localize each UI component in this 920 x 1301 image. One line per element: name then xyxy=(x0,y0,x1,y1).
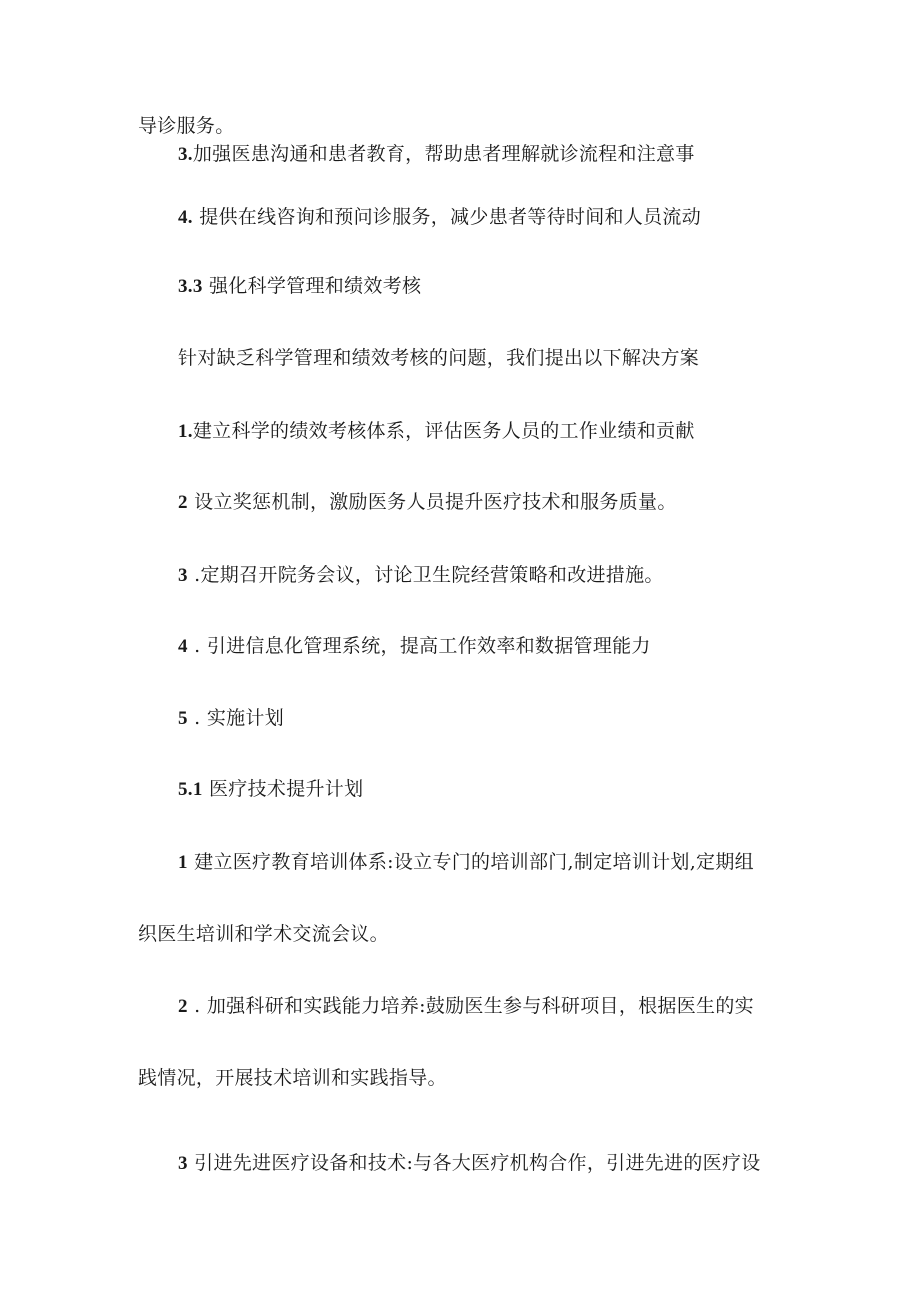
subsection-heading: 5.1 医疗技术提升计划 xyxy=(178,778,364,800)
list-item: 1 建立医疗教育培训体系:设立专门的培训部门,制定培训计划,定期组 xyxy=(178,851,754,873)
list-item: 3 .定期召开院务会议，讨论卫生院经营策略和改进措施。 xyxy=(178,564,664,586)
list-item: 4 . 引进信息化管理系统，提高工作效率和数据管理能力 xyxy=(178,635,651,657)
list-item: 2 设立奖惩机制，激励医务人员提升医疗技术和服务质量。 xyxy=(178,491,677,513)
list-item-continuation: 织医生培训和学术交流会议。 xyxy=(138,923,389,945)
list-item: 2 . 加强科研和实践能力培养:鼓励医生参与科研项目，根据医生的实 xyxy=(178,995,754,1017)
list-item: 4. 提供在线咨询和预问诊服务，减少患者等待时间和人员流动 xyxy=(178,206,702,228)
list-item: 1.建立科学的绩效考核体系，评估医务人员的工作业绩和贡献 xyxy=(178,420,695,442)
paragraph: 针对缺乏科学管理和绩效考核的问题，我们提出以下解决方案 xyxy=(178,347,700,369)
list-item-continuation: 践情况，开展技术培训和实践指导。 xyxy=(138,1067,447,1089)
section-heading: 5 . 实施计划 xyxy=(178,707,285,729)
section-heading: 3.3 强化科学管理和绩效考核 xyxy=(178,275,422,297)
text-line: 导诊服务。 xyxy=(138,115,235,137)
list-item: 3 引进先进医疗设备和技术:与各大医疗机构合作，引进先进的医疗设 xyxy=(178,1152,761,1174)
list-item: 3.加强医患沟通和患者教育，帮助患者理解就诊流程和注意事 xyxy=(178,143,695,165)
